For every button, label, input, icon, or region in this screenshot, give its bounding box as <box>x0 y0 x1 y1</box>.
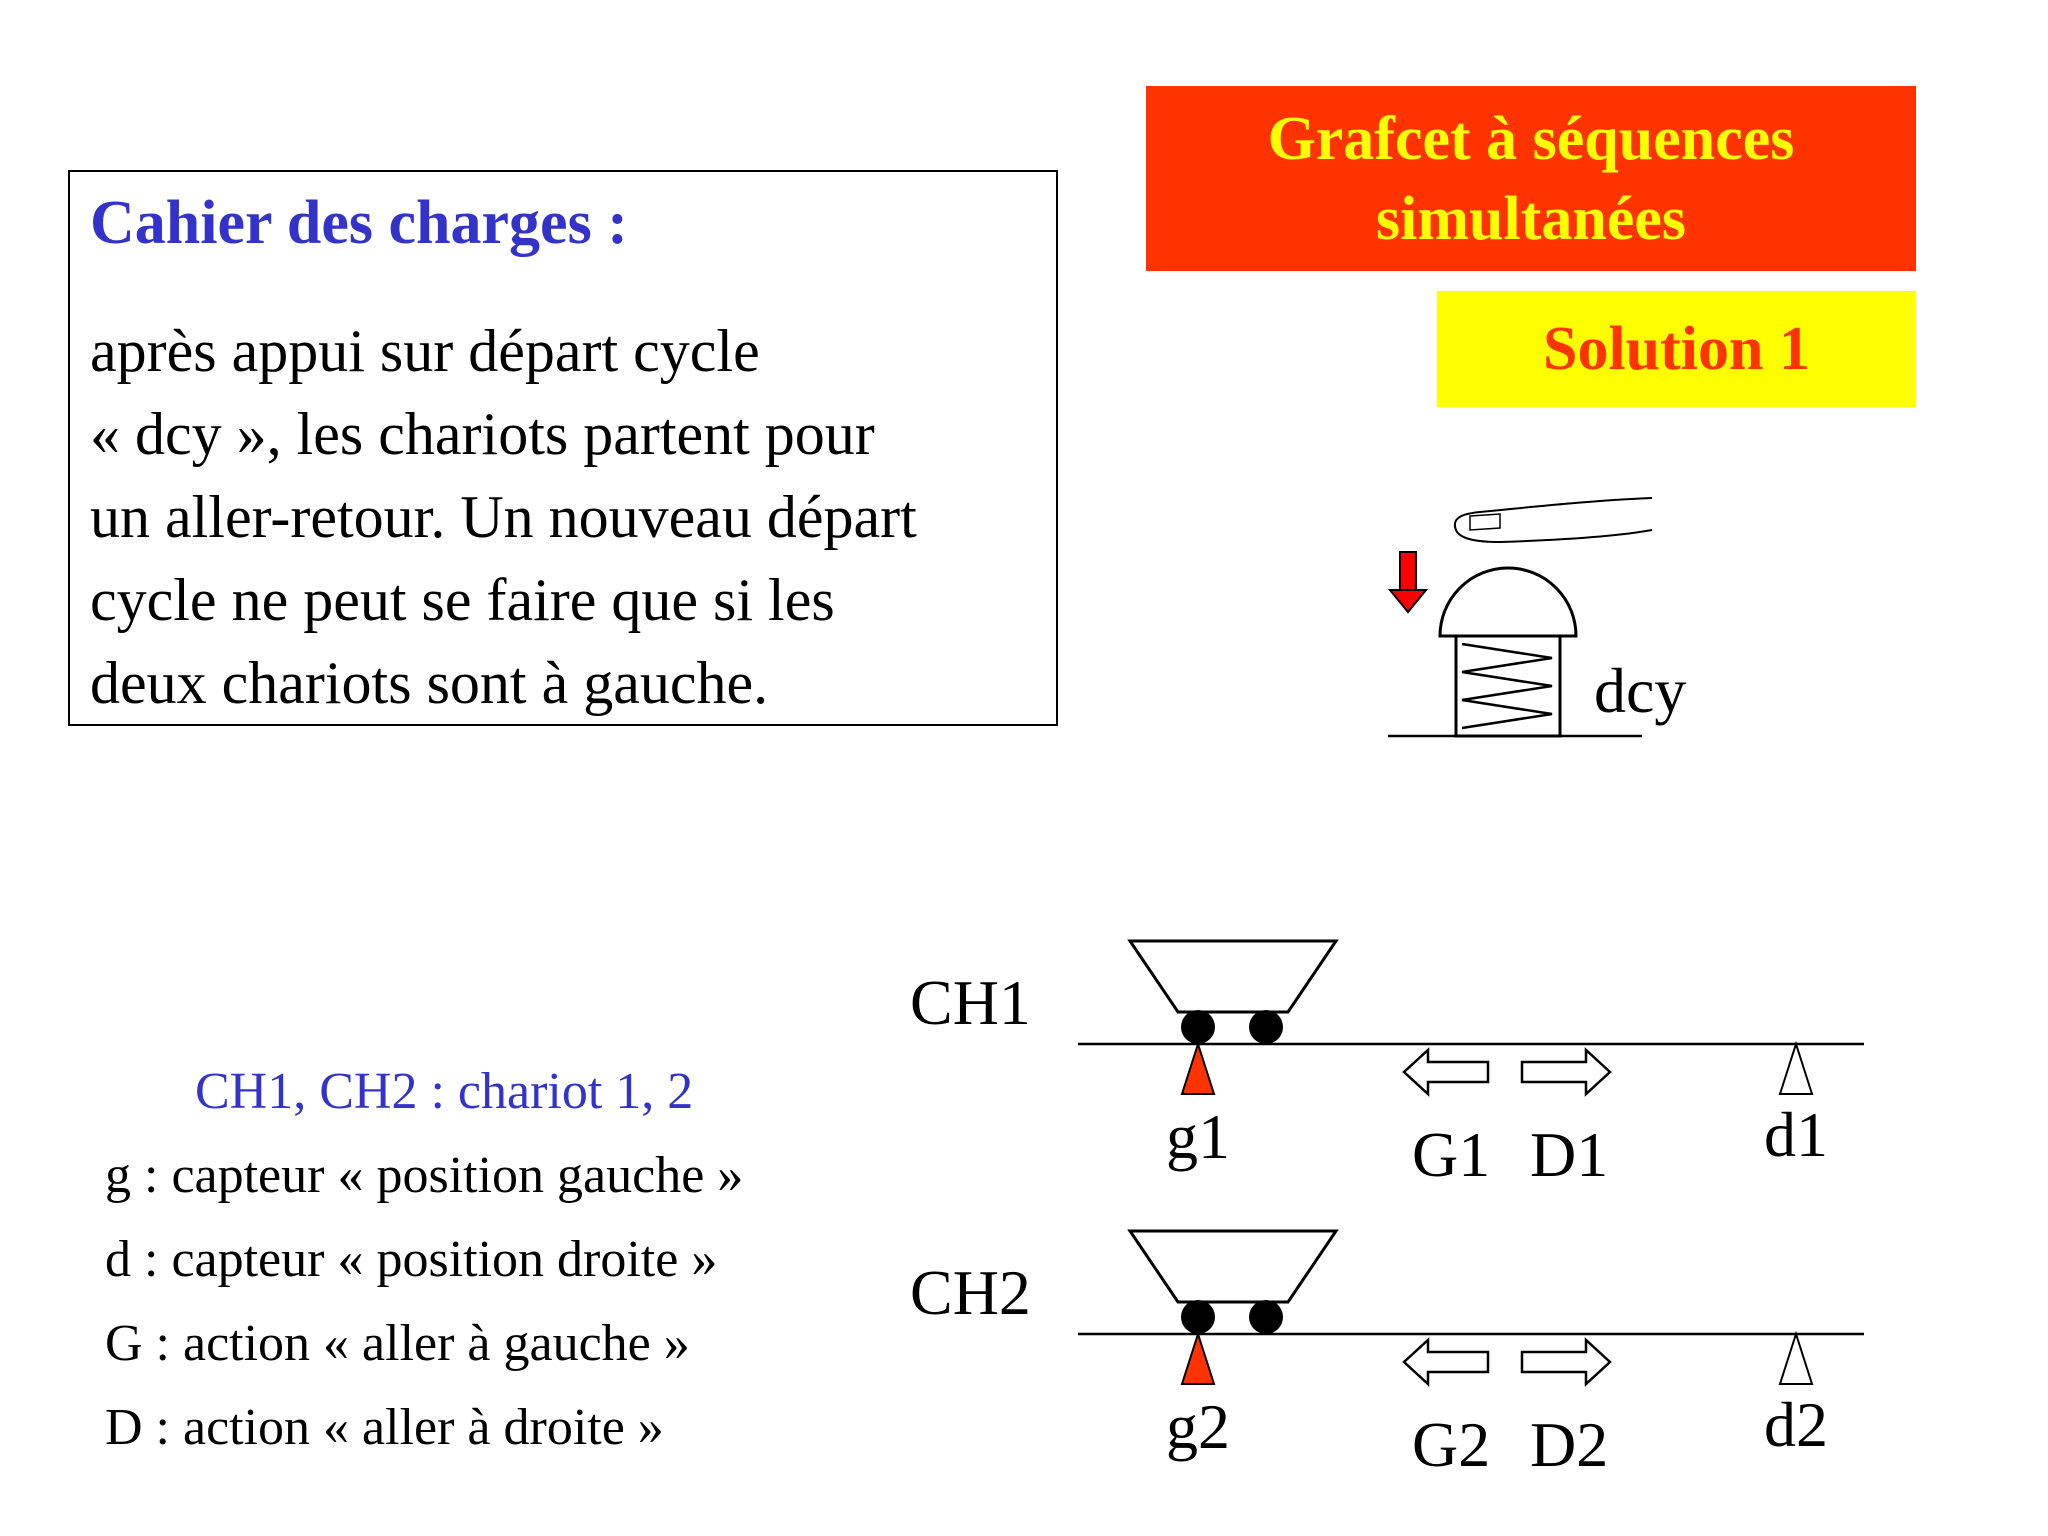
cart-wheel <box>1181 1300 1215 1334</box>
legend-item: G : action « aller à gauche » <box>105 1315 690 1372</box>
legend-item: D : action « aller à droite » <box>105 1399 664 1456</box>
cart-label: CH2 <box>910 1257 1031 1328</box>
sensor-inactive-icon <box>1780 1334 1812 1384</box>
down-arrow-icon <box>1390 552 1426 612</box>
finger-icon <box>1455 498 1652 542</box>
right-arrow-icon <box>1522 1050 1610 1094</box>
finger-nail <box>1470 514 1500 530</box>
legend-title: CH1, CH2 : chariot 1, 2 <box>195 1063 694 1120</box>
cahier-line: « dcy », les chariots partent pour <box>90 401 875 467</box>
cart-body <box>1130 1231 1336 1302</box>
cart-label: CH1 <box>910 967 1031 1038</box>
sensor-label: g1 <box>1166 1101 1230 1172</box>
cahier-line: deux chariots sont à gauche. <box>90 650 769 716</box>
cahier-line: après appui sur départ cycle <box>90 318 760 384</box>
legend-item: d : capteur « position droite » <box>105 1231 718 1288</box>
dcy-label: dcy <box>1594 655 1687 726</box>
move-left-label: G2 <box>1412 1409 1491 1480</box>
right-arrow-icon <box>1522 1340 1610 1384</box>
legend-item: g : capteur « position gauche » <box>105 1147 744 1204</box>
button-cap <box>1440 568 1576 636</box>
cart-wheel <box>1249 1300 1283 1334</box>
left-arrow-icon <box>1404 1340 1488 1384</box>
left-arrow-icon <box>1404 1050 1488 1094</box>
cahier-title: Cahier des charges : <box>90 189 628 257</box>
solution-badge: Solution 1 <box>1437 291 1916 407</box>
move-right-label: D2 <box>1530 1409 1609 1480</box>
cart-wheel <box>1249 1010 1283 1044</box>
sensor-active-icon <box>1182 1334 1214 1384</box>
cahier-line: cycle ne peut se faire que si les <box>90 567 835 633</box>
cart-wheel <box>1181 1010 1215 1044</box>
title-line-2: simultanées <box>1376 184 1686 253</box>
push-button-illustration <box>1388 498 1686 736</box>
cart-ch2 <box>910 1231 1864 1480</box>
move-left-label: G1 <box>1412 1119 1491 1190</box>
cart-ch1 <box>910 941 1864 1190</box>
sensor-label: d1 <box>1764 1099 1828 1170</box>
cart-body <box>1130 941 1336 1012</box>
cahier-line: un aller-retour. Un nouveau départ <box>90 484 917 550</box>
sensor-active-icon <box>1182 1044 1214 1094</box>
sensor-inactive-icon <box>1780 1044 1812 1094</box>
move-right-label: D1 <box>1530 1119 1609 1190</box>
sensor-label: g2 <box>1166 1391 1230 1462</box>
sensor-label: d2 <box>1764 1389 1828 1460</box>
title-line-1: Grafcet à séquences <box>1267 104 1795 173</box>
